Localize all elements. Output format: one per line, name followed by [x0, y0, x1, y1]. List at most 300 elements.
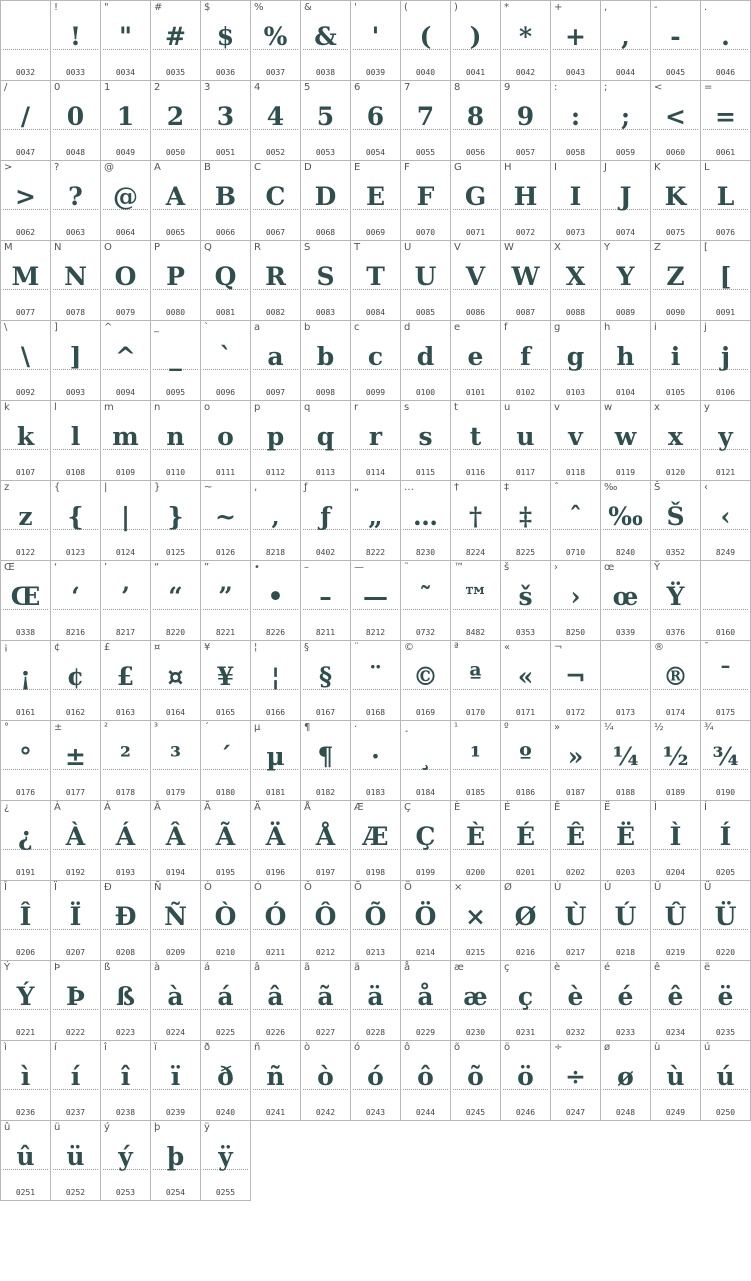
character-code: 0192 [65, 868, 86, 877]
font-glyph-sample: O [114, 262, 137, 291]
font-glyph-sample: § [318, 662, 333, 691]
reference-character: Â [154, 802, 161, 813]
glyph-cell [101, 1041, 151, 1121]
glyph-cell [51, 801, 101, 881]
reference-character: { [54, 482, 61, 493]
reference-character: „ [354, 482, 360, 493]
font-glyph-sample: r [368, 422, 383, 451]
reference-character: õ [454, 1042, 461, 1053]
font-glyph-sample: è [567, 982, 584, 1011]
reference-character: 7 [404, 82, 411, 93]
glyph-cell [251, 161, 301, 241]
reference-character: È [454, 802, 461, 813]
glyph-cell [151, 1121, 201, 1201]
character-code: 0220 [715, 948, 736, 957]
font-glyph-sample: e [467, 342, 484, 371]
glyph-cell [701, 81, 751, 161]
character-code: 0036 [215, 68, 236, 77]
glyph-cell [101, 561, 151, 641]
font-glyph-sample: T [366, 262, 385, 291]
reference-character: Ô [304, 882, 312, 893]
character-code: 0104 [615, 388, 636, 397]
reference-character: Þ [54, 962, 61, 973]
character-code: 8217 [115, 628, 136, 637]
font-glyph-sample: ã [317, 982, 334, 1011]
reference-character: N [54, 242, 62, 253]
character-code: 0195 [215, 868, 236, 877]
glyph-cell [201, 641, 251, 721]
reference-character: ³ [154, 722, 159, 733]
glyph-cell [601, 81, 651, 161]
reference-character: — [354, 562, 364, 573]
font-glyph-sample [1, 15, 50, 59]
font-glyph-sample: ü [66, 1142, 85, 1171]
character-code: 8225 [515, 548, 536, 557]
font-glyph-sample [701, 575, 750, 619]
glyph-cell [601, 721, 651, 801]
font-glyph-sample: > [15, 182, 36, 211]
font-glyph-sample: ó [367, 1062, 384, 1091]
glyph-cell [101, 881, 151, 961]
font-glyph-sample: o [217, 422, 234, 451]
font-glyph-sample: ù [666, 1062, 685, 1091]
glyph-cell [51, 881, 101, 961]
glyph-cell [51, 401, 101, 481]
reference-character: » [554, 722, 561, 733]
font-glyph-sample: a [267, 342, 284, 371]
font-glyph-sample: È [465, 822, 486, 851]
reference-character: 8 [454, 82, 461, 93]
reference-character: F [404, 162, 410, 173]
font-glyph-sample: F [416, 182, 435, 211]
font-glyph-sample: u [516, 422, 535, 451]
font-glyph-sample: É [515, 822, 536, 851]
glyph-cell [601, 881, 651, 961]
glyph-cell [101, 801, 151, 881]
reference-character: ô [404, 1042, 411, 1053]
character-code: 0215 [465, 948, 486, 957]
character-code: 0114 [365, 468, 386, 477]
glyph-cell [351, 161, 401, 241]
character-code: 0032 [15, 68, 36, 77]
reference-character: v [554, 402, 560, 413]
glyph-cell [401, 961, 451, 1041]
glyph-cell [51, 1121, 101, 1201]
reference-character: Î [4, 882, 7, 893]
font-glyph-sample: A [165, 182, 186, 211]
font-glyph-sample: Ê [565, 822, 586, 851]
font-glyph-sample: ³ [170, 742, 181, 771]
character-code: 0092 [15, 388, 36, 397]
character-code: 0179 [165, 788, 186, 797]
reference-character: Ú [604, 882, 612, 893]
character-code: 0194 [165, 868, 186, 877]
glyph-cell [351, 801, 401, 881]
reference-character: Ä [254, 802, 261, 813]
character-code: 0068 [315, 228, 336, 237]
reference-character: " [104, 2, 109, 13]
character-code: 0205 [715, 868, 736, 877]
reference-character: Š [654, 482, 661, 493]
glyph-cell [101, 961, 151, 1041]
reference-character: œ [604, 562, 615, 573]
character-code: 8250 [565, 628, 586, 637]
glyph-cell [51, 1, 101, 81]
font-glyph-sample: h [616, 342, 635, 371]
glyph-cell [651, 961, 701, 1041]
glyph-cell [151, 241, 201, 321]
reference-character: ˜ [404, 562, 409, 573]
font-glyph-sample: À [65, 822, 86, 851]
character-code: 0121 [715, 468, 736, 477]
font-glyph-sample: é [617, 982, 634, 1011]
reference-character: † [454, 482, 459, 493]
font-glyph-sample: & [314, 22, 337, 51]
glyph-cell [201, 401, 251, 481]
glyph-cell [101, 721, 151, 801]
character-code: 0115 [415, 468, 436, 477]
reference-character: ˆ [554, 482, 559, 493]
reference-character: £ [104, 642, 111, 653]
character-code: 0160 [715, 628, 736, 637]
character-code: 0053 [315, 148, 336, 157]
font-glyph-sample: £ [116, 662, 135, 691]
character-code: 0064 [115, 228, 136, 237]
glyph-cell [701, 161, 751, 241]
font-glyph-sample: ™ [463, 582, 488, 611]
font-glyph-sample: x [668, 422, 683, 451]
font-glyph-sample: Æ [362, 822, 389, 851]
glyph-cell [601, 321, 651, 401]
reference-character: Æ [354, 802, 364, 813]
character-code: 0180 [215, 788, 236, 797]
glyph-cell [101, 81, 151, 161]
glyph-cell [401, 1041, 451, 1121]
glyph-cell [251, 1041, 301, 1121]
glyph-cell [401, 561, 451, 641]
glyph-cell [351, 561, 401, 641]
font-glyph-sample: · [371, 742, 380, 771]
reference-character: O [104, 242, 112, 253]
reference-character: M [4, 242, 13, 253]
character-code: 0198 [365, 868, 386, 877]
character-code: 0219 [665, 948, 686, 957]
reference-character: ð [204, 1042, 211, 1053]
character-code: 0173 [615, 708, 636, 717]
character-code: 0250 [715, 1108, 736, 1117]
font-glyph-sample: ) [469, 22, 482, 51]
character-code: 0065 [165, 228, 186, 237]
character-code: 0732 [415, 628, 436, 637]
font-glyph-sample: Ñ [164, 902, 187, 931]
font-glyph-sample: f [520, 342, 531, 371]
reference-character: y [704, 402, 710, 413]
font-glyph-sample: « [517, 662, 534, 691]
reference-character: > [4, 162, 13, 173]
glyph-cell [201, 81, 251, 161]
font-glyph-sample: " [118, 22, 133, 51]
glyph-cell [651, 1041, 701, 1121]
glyph-cell [1, 801, 51, 881]
glyph-cell [201, 1041, 251, 1121]
character-code: 0181 [265, 788, 286, 797]
reference-character: L [704, 162, 710, 173]
font-glyph-sample: P [166, 262, 185, 291]
character-code: 0088 [565, 308, 586, 317]
font-glyph-sample: * [518, 22, 533, 51]
font-glyph-sample: “ [168, 582, 183, 611]
character-code: 0218 [615, 948, 636, 957]
font-glyph-sample: Ó [264, 902, 287, 931]
reference-character: f [504, 322, 508, 333]
character-code: 0338 [15, 628, 36, 637]
character-code: 0232 [565, 1028, 586, 1037]
font-glyph-sample: š [518, 582, 533, 611]
font-glyph-sample: 4 [266, 102, 285, 131]
glyph-cell [351, 961, 401, 1041]
font-glyph-sample: ÷ [565, 1062, 586, 1091]
character-code: 0186 [515, 788, 536, 797]
font-glyph-sample: — [363, 582, 388, 611]
font-glyph-sample: L [716, 182, 735, 211]
glyph-cell [151, 961, 201, 1041]
glyph-cell [701, 881, 751, 961]
font-glyph-sample: ¥ [216, 662, 235, 691]
font-glyph-sample: ½ [662, 742, 689, 771]
reference-character: 5 [304, 82, 311, 93]
glyph-cell [401, 161, 451, 241]
font-glyph-sample: Î [19, 902, 32, 931]
font-glyph-sample: Ü [714, 902, 737, 931]
character-code: 0161 [15, 708, 36, 717]
glyph-cell [601, 641, 651, 721]
font-glyph-sample: ] [69, 342, 82, 371]
font-glyph-sample: 8 [466, 102, 485, 131]
font-glyph-sample: d [416, 342, 435, 371]
glyph-cell [501, 801, 551, 881]
reference-character: = [704, 82, 713, 93]
character-code: 0212 [315, 948, 336, 957]
glyph-cell [101, 241, 151, 321]
glyph-cell [651, 161, 701, 241]
font-glyph-sample: M [11, 262, 40, 291]
character-code: 0112 [265, 468, 286, 477]
font-glyph-sample: Ô [314, 902, 337, 931]
character-code: 0171 [515, 708, 536, 717]
font-glyph-sample: Â [165, 822, 186, 851]
character-code: 0402 [315, 548, 336, 557]
font-glyph-sample: í [70, 1062, 81, 1091]
reference-character: C [254, 162, 261, 173]
font-glyph-sample: ˆ [569, 502, 582, 531]
character-code: 0058 [565, 148, 586, 157]
character-code: 0239 [165, 1108, 186, 1117]
reference-character: ¸ [404, 722, 409, 733]
character-code: 0045 [665, 68, 686, 77]
font-glyph-sample: Í [719, 822, 732, 851]
font-glyph-sample: < [665, 102, 686, 131]
glyph-cell [301, 1041, 351, 1121]
glyph-cell [251, 801, 301, 881]
font-glyph-sample: ‡ [518, 502, 533, 531]
glyph-cell [501, 81, 551, 161]
font-glyph-sample: i [670, 342, 681, 371]
glyph-cell [401, 481, 451, 561]
character-code: 0080 [165, 308, 186, 317]
character-code: 0207 [65, 948, 86, 957]
character-code: 0201 [515, 868, 536, 877]
character-code: 0191 [15, 868, 36, 877]
reference-character: , [604, 2, 608, 13]
character-code: 0167 [315, 708, 336, 717]
reference-character: é [604, 962, 611, 973]
character-code: 0224 [165, 1028, 186, 1037]
glyph-cell [501, 1041, 551, 1121]
reference-character: × [454, 882, 463, 893]
character-code: 0182 [315, 788, 336, 797]
reference-character: W [504, 242, 514, 253]
glyph-cell [601, 401, 651, 481]
character-code: 0085 [415, 308, 436, 317]
font-glyph-sample: g [566, 342, 585, 371]
reference-character: / [4, 82, 8, 93]
character-code: 0100 [415, 388, 436, 397]
glyph-cell [501, 1, 551, 81]
glyph-cell [51, 161, 101, 241]
glyph-cell [201, 961, 251, 1041]
character-code: 0040 [415, 68, 436, 77]
character-code: 8218 [265, 548, 286, 557]
reference-character: Í [704, 802, 707, 813]
character-code: 0247 [565, 1108, 586, 1117]
font-glyph-sample: k [16, 422, 35, 451]
reference-character: R [254, 242, 261, 253]
glyph-cell [1, 1041, 51, 1121]
character-code: 0200 [465, 868, 486, 877]
character-code: 0074 [615, 228, 636, 237]
glyph-cell [651, 481, 701, 561]
reference-character: ù [654, 1042, 661, 1053]
font-glyph-sample: Ç [415, 822, 436, 851]
character-code: 0048 [65, 148, 86, 157]
reference-character: @ [104, 162, 114, 173]
glyph-cell [401, 801, 451, 881]
character-code: 0197 [315, 868, 336, 877]
character-code: 0078 [65, 308, 86, 317]
glyph-cell [451, 481, 501, 561]
font-glyph-sample: # [165, 22, 186, 51]
character-code: 0189 [665, 788, 686, 797]
character-code: 0255 [215, 1188, 236, 1197]
glyph-cell [701, 401, 751, 481]
reference-character: i [654, 322, 657, 333]
font-glyph-sample: ÿ [218, 1142, 233, 1171]
glyph-cell [351, 721, 401, 801]
reference-character: ¨ [354, 642, 359, 653]
character-code: 0108 [65, 468, 86, 477]
character-code: 0111 [215, 468, 236, 477]
glyph-cell [251, 321, 301, 401]
character-code: 0039 [365, 68, 386, 77]
reference-character: © [404, 642, 414, 653]
reference-character: s [404, 402, 410, 413]
reference-character: ' [354, 2, 357, 13]
reference-character: ° [4, 722, 9, 733]
character-code: 0034 [115, 68, 136, 77]
character-code: 0222 [65, 1028, 86, 1037]
reference-character: ¬ [554, 642, 563, 653]
glyph-cell [1, 161, 51, 241]
glyph-cell [451, 81, 501, 161]
font-glyph-sample: c [367, 342, 384, 371]
reference-character: _ [154, 322, 159, 333]
reference-character: ¿ [4, 802, 10, 813]
glyph-cell [451, 641, 501, 721]
character-code: 0165 [215, 708, 236, 717]
glyph-cell [551, 801, 601, 881]
reference-character: ì [4, 1042, 7, 1053]
reference-character: Ö [404, 882, 412, 893]
glyph-cell [251, 961, 301, 1041]
character-code: 0056 [465, 148, 486, 157]
reference-character: š [504, 562, 510, 573]
font-glyph-sample: ± [65, 742, 86, 771]
font-glyph-sample: ¬ [565, 662, 586, 691]
character-code: 0120 [665, 468, 686, 477]
character-code: 0077 [15, 308, 36, 317]
reference-character: « [504, 642, 511, 653]
font-glyph-sample: ï [170, 1062, 181, 1091]
glyph-cell [51, 481, 101, 561]
character-code: 0090 [665, 308, 686, 317]
character-code: 0162 [65, 708, 86, 717]
character-code: 0035 [165, 68, 186, 77]
reference-character: ý [104, 1122, 110, 1133]
reference-character: u [504, 402, 511, 413]
reference-character: · [354, 722, 358, 733]
font-glyph-sample: á [217, 982, 234, 1011]
reference-character: H [504, 162, 512, 173]
character-code: 0238 [115, 1108, 136, 1117]
font-glyph-sample: z [18, 502, 33, 531]
glyph-cell [1, 1121, 51, 1201]
font-glyph-sample: , [621, 22, 630, 51]
character-code: 0246 [515, 1108, 536, 1117]
character-code: 0187 [565, 788, 586, 797]
font-glyph-sample: Ï [69, 902, 82, 931]
character-code: 0190 [715, 788, 736, 797]
font-glyph-sample: œ [612, 582, 639, 611]
font-glyph-sample: ô [417, 1062, 434, 1091]
reference-character: * [504, 2, 509, 13]
font-glyph-sample: ¾ [712, 742, 739, 771]
character-code: 0183 [365, 788, 386, 797]
font-glyph-sample: Ð [114, 902, 137, 931]
reference-character: ‹ [704, 482, 708, 493]
glyph-cell [201, 721, 251, 801]
font-glyph-sample: Å [315, 822, 336, 851]
glyph-cell [301, 641, 351, 721]
character-code: 0170 [465, 708, 486, 717]
glyph-cell [401, 641, 451, 721]
glyph-cell [1, 401, 51, 481]
character-code: 0235 [715, 1028, 736, 1037]
character-code: 0166 [265, 708, 286, 717]
glyph-cell [201, 1121, 251, 1201]
glyph-cell [151, 801, 201, 881]
character-code: 0229 [415, 1028, 436, 1037]
reference-character: ª [454, 642, 459, 653]
